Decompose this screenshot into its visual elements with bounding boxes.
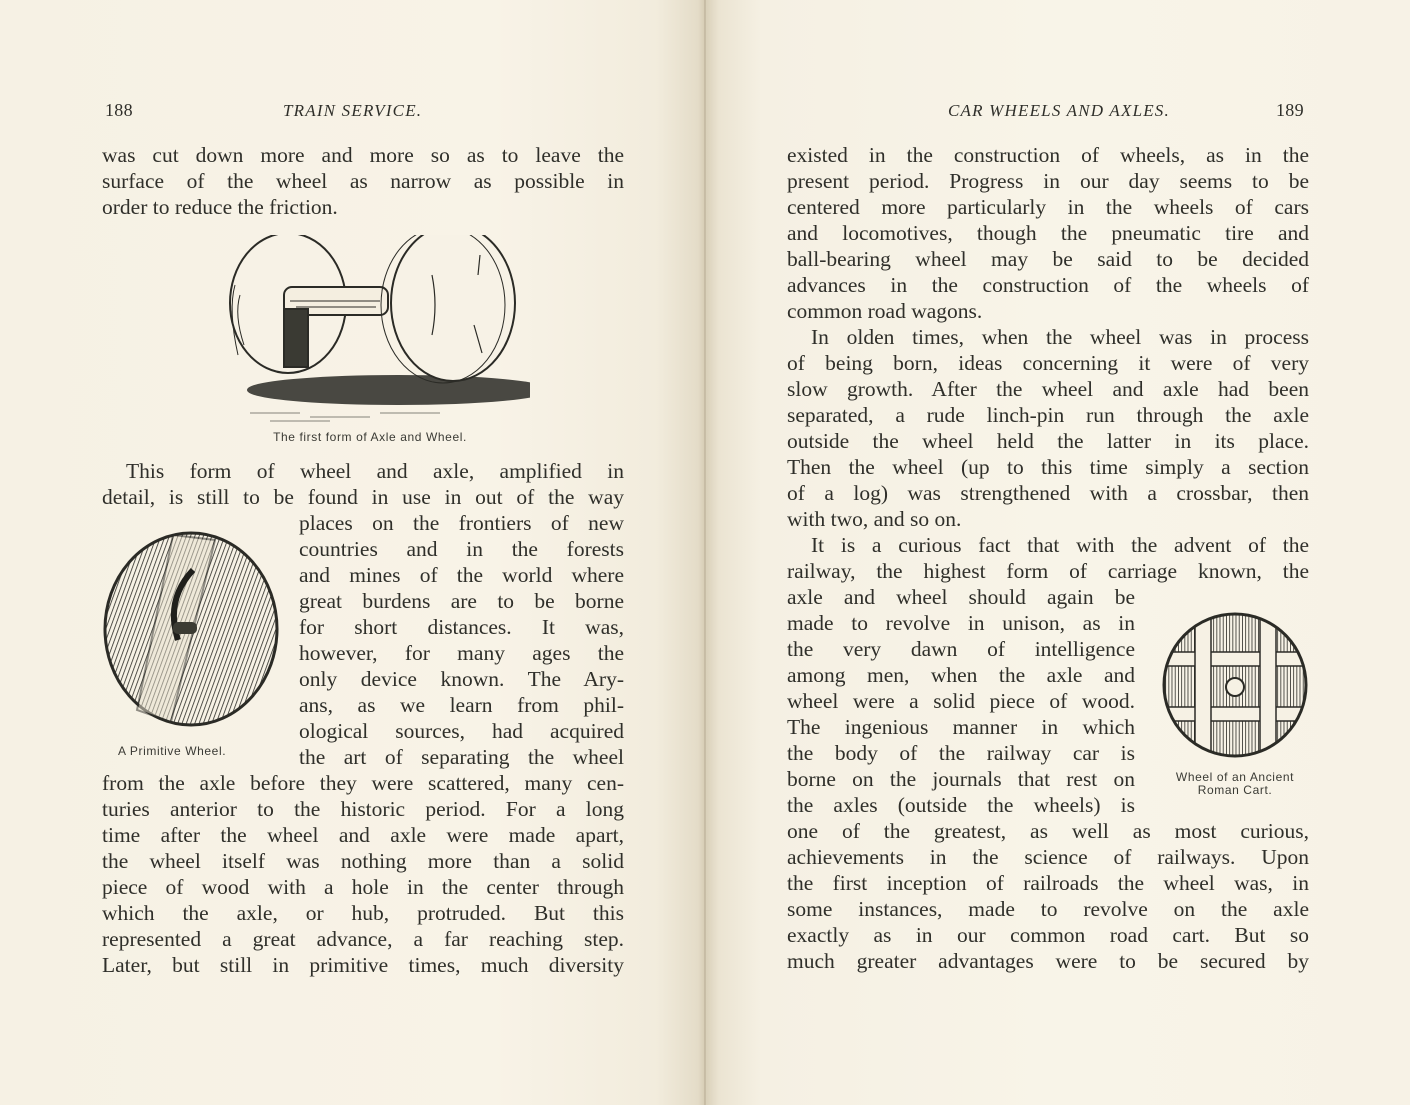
left-paragraph-3: [102, 770, 624, 978]
book-gutter: [704, 0, 706, 1105]
right-page: [705, 0, 1410, 1105]
text-line: was cut down more and more so as to leave the: [102, 143, 624, 167]
text-line: centered more particularly in the wheels of cars: [787, 195, 1309, 219]
text-line: piece of wood with a hole in the center through: [102, 875, 624, 899]
axle-and-wheel-illustration: [210, 235, 530, 425]
right-paragraph-3: [787, 532, 1309, 584]
text-line: wheel were a solid piece of wood.: [787, 689, 1135, 713]
text-line: turies anterior to the historic period. For a long: [102, 797, 624, 821]
text-line: from the axle before they were scattered, many cen-: [102, 771, 624, 795]
text-line: represented a great advance, a far reaching step.: [102, 927, 624, 951]
text-line: outside the wheel held the latter in its place.: [787, 429, 1309, 453]
text-line: Then the wheel (up to this time simply a section: [787, 455, 1309, 479]
text-line: surface of the wheel as narrow as possible in: [102, 169, 624, 193]
text-line: ball-bearing wheel may be said to be decided: [787, 247, 1309, 271]
text-line: ans, as we learn from phil-: [299, 693, 624, 717]
text-line: Later, but still in primitive times, much diversity: [102, 953, 624, 977]
text-line: of a log) was strengthened with a crossbar, then: [787, 481, 1309, 505]
text-line: exactly as in our common road cart. But so: [787, 923, 1309, 947]
text-line: only device known. The Ary-: [299, 667, 624, 691]
text-line: detail, is still to be found in use in out of the way: [102, 485, 624, 509]
text-line: achievements in the science of railways. Upon: [787, 845, 1309, 869]
right-paragraph-2: [787, 324, 1309, 532]
right-paragraph-1: [787, 142, 1309, 324]
right-paragraph-4: [787, 818, 1309, 974]
text-line: the art of separating the wheel: [299, 745, 624, 769]
right-paragraph-3-wrapped: [787, 584, 1135, 818]
figure1-caption: The first form of Axle and Wheel.: [273, 430, 467, 444]
text-line: In olden times, when the wheel was in process: [811, 325, 1309, 349]
page-number-right: 189: [1276, 100, 1304, 120]
text-line: made to revolve in unison, as in: [787, 611, 1135, 635]
text-line: This form of wheel and axle, amplified in: [126, 459, 624, 483]
text-line: advances in the construction of the wheels of: [787, 273, 1309, 297]
text-line: and mines of the world where: [299, 563, 624, 587]
text-line: however, for many ages the: [299, 641, 624, 665]
text-line: and locomotives, though the pneumatic tire and: [787, 221, 1309, 245]
text-line: great burdens are to be borne: [299, 589, 624, 613]
figure2-caption: A Primitive Wheel.: [118, 744, 227, 758]
text-line: some instances, made to revolve on the axle: [787, 897, 1309, 921]
left-paragraph-2: [102, 458, 624, 510]
text-line: slow growth. After the wheel and axle had been: [787, 377, 1309, 401]
text-line: present period. Progress in our day seems to be: [787, 169, 1309, 193]
text-line: existed in the construction of wheels, as in the: [787, 143, 1309, 167]
text-line: for short distances. It was,: [299, 615, 624, 639]
text-line: countries and in the forests: [299, 537, 624, 561]
text-line: It is a curious fact that with the advent of the: [811, 533, 1309, 557]
text-line: with two, and so on.: [787, 507, 962, 531]
text-line: among men, when the axle and: [787, 663, 1135, 687]
text-line: places on the frontiers of new: [299, 511, 624, 535]
text-line: common road wagons.: [787, 299, 983, 323]
text-line: which the axle, or hub, protruded. But this: [102, 901, 624, 925]
text-line: time after the wheel and axle were made apart,: [102, 823, 624, 847]
running-head-title-right: CAR WHEELS AND AXLES.: [948, 101, 1170, 120]
roman-cart-wheel-illustration: [1162, 612, 1308, 758]
text-line: The ingenious manner in which: [787, 715, 1135, 739]
text-line: the axles (outside the wheels) is: [787, 793, 1135, 817]
text-line: much greater advantages were to be secured by: [787, 949, 1309, 973]
text-line: the first inception of railroads the wheel was, in: [787, 871, 1309, 895]
text-line: order to reduce the friction.: [102, 195, 338, 219]
figure3-caption: [1157, 771, 1313, 797]
text-line: ological sources, had acquired: [299, 719, 624, 743]
text-line: one of the greatest, as well as most curious,: [787, 819, 1309, 843]
figure3-caption-line1: Wheel of an Ancient: [1175, 770, 1295, 784]
text-line: the wheel itself was nothing more than a solid: [102, 849, 624, 873]
primitive-wheel-illustration: [103, 530, 281, 728]
left-paragraph-2-wrapped: [299, 510, 624, 770]
running-head-title-left: TRAIN SERVICE.: [283, 101, 423, 120]
page-number-left: 188: [105, 100, 133, 120]
text-line: the very dawn of intelligence: [787, 637, 1135, 661]
text-line: of being born, ideas concerning it were of very: [787, 351, 1309, 375]
text-line: borne on the journals that rest on: [787, 767, 1135, 791]
text-line: railway, the highest form of carriage known, the: [787, 559, 1309, 583]
left-paragraph-1: [102, 142, 624, 220]
text-line: the body of the railway car is: [787, 741, 1135, 765]
text-line: axle and wheel should again be: [787, 585, 1135, 609]
text-line: separated, a rude linch-pin run through the axle: [787, 403, 1309, 427]
figure3-caption-line2: Roman Cart.: [1197, 783, 1273, 797]
